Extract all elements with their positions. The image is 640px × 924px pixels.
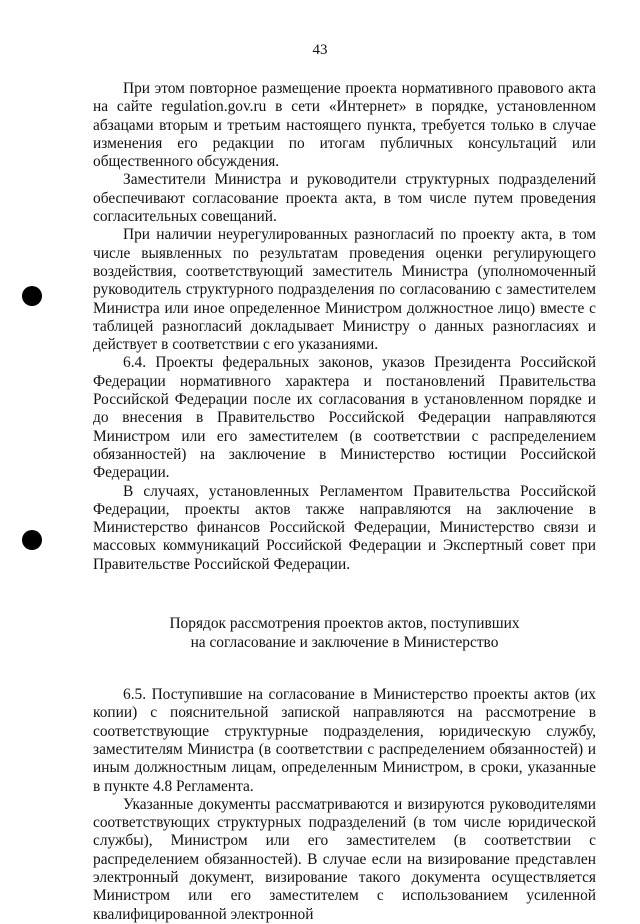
paragraph: В случаях, установленных Регламентом Правительства Российской Федерации, проекты актов также направляются на заключение в Министерство финансов Российской Федерации, Министерство связи и массовых коммуникаций Российской Федерации и Экспертный совет при Правительстве Российской Федерации.	[93, 482, 596, 573]
binder-hole-mark	[22, 530, 42, 550]
page-number: 43	[312, 42, 328, 58]
paragraph: Указанные документы рассматриваются и визируются руководителями соответствующих структурных подразделений (в том числе юридической службы), Министром или его заместителем (в соответствии с распределением обязанностей). В случае если на визирование представлен электронный документ, визирование такого документа осуществляется Министром или его заместителем с использованием усиленной квалифицированной электронной	[93, 795, 596, 923]
section-heading-line: на согласование и заключение в Министерство	[190, 634, 499, 652]
binder-hole-mark	[22, 286, 42, 306]
paragraph: При наличии неурегулированных разногласий по проекту акта, в том числе выявленных по результатам проведения оценки регулирующего воздействия, соответствующий заместитель Министра (уполномоченный руководитель структурного подразделения по согласованию с заместителем Министра или иное определенное Министром должностное лицо) вместе с таблицей разногласий докладывает Министру о данных разногласиях и действует в соответствии с его указаниями.	[93, 226, 596, 354]
paragraph: При этом повторное размещение проекта нормативного правового акта на сайте regulation.gov.ru в сети «Интернет» в порядке, установленном абзацами вторым и третьим настоящего пункта, требуется только в случае изменения его редакции по итогам публичных консультаций или общественного обсуждения.	[93, 80, 596, 171]
document-body	[93, 80, 596, 924]
paragraph: Заместители Министра и руководители структурных подразделений обеспечивают согласование проекта акта, в том числе путем проведения согласительных совещаний.	[93, 171, 596, 226]
paragraph: 6.4. Проекты федеральных законов, указов Президента Российской Федерации нормативного характера и постановлений Правительства Российской Федерации после их согласования в установленном порядке и до внесения в Правительство Российской Федерации направляются Министром или его заместителем (в соответствии с распределением обязанностей) на заключение в Министерство юстиции Российской Федерации.	[93, 354, 596, 482]
paragraph: 6.5. Поступившие на согласование в Министерство проекты актов (их копии) с пояснительной запиской направляются на рассмотрение в соответствующие структурные подразделения, юридическую службу, заместителям Министра (в соответствии с распределением обязанностей) и иным должностным лицам, определенным Министром, в сроки, указанные в пункте 4.8 Регламента.	[93, 686, 596, 795]
section-heading	[93, 614, 596, 652]
section-heading-line: Порядок рассмотрения проектов актов, поступивших	[169, 615, 520, 633]
